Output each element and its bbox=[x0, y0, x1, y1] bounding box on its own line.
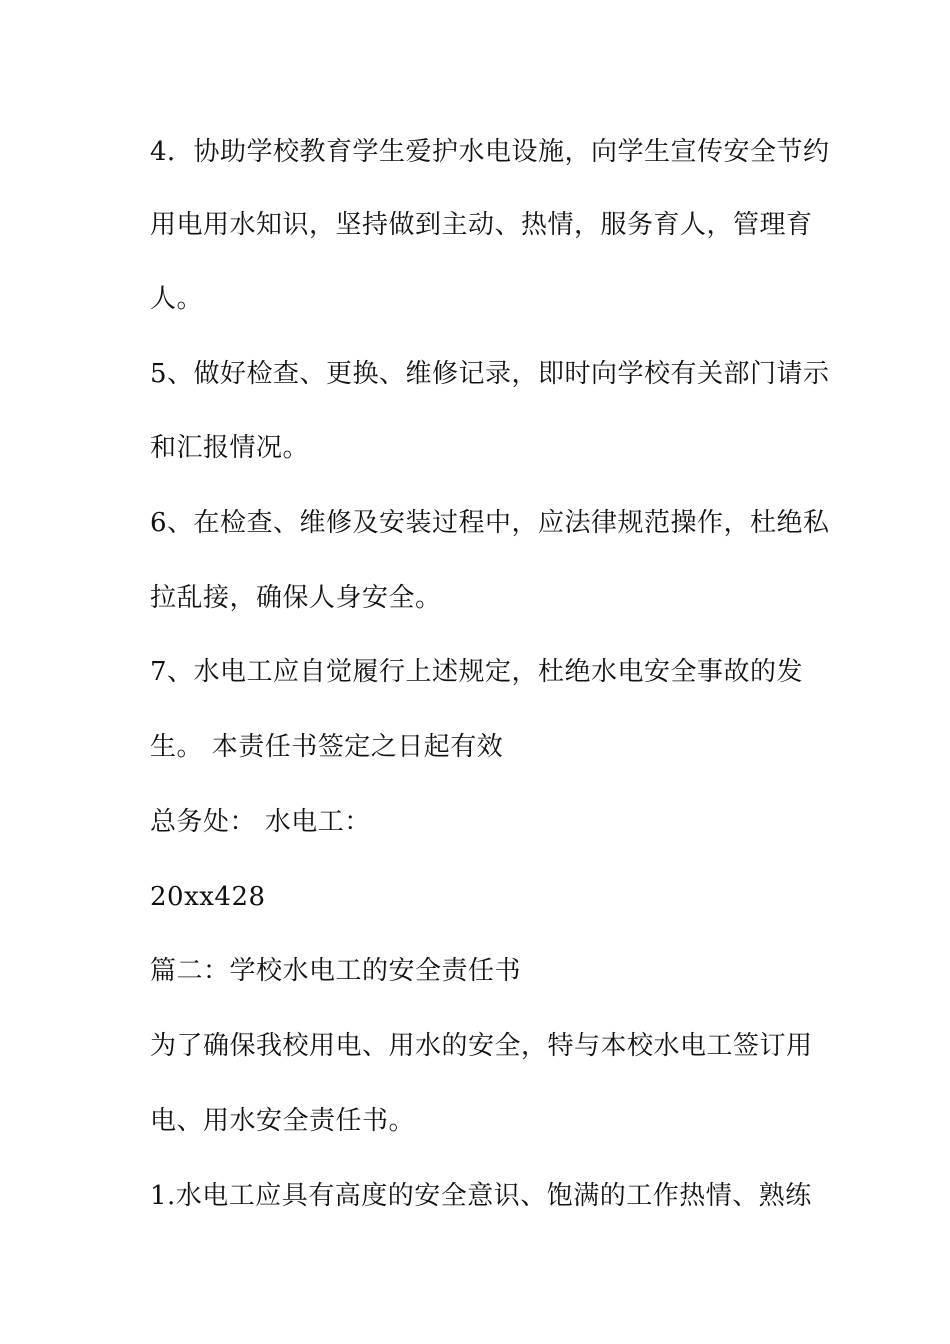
paragraph-line: 5、做好检查、更换、维修记录，即时向学校有关部门请示 bbox=[150, 359, 830, 389]
paragraph-line: 生。 本责任书签定之日起有效 bbox=[150, 732, 504, 762]
paragraph-line: 和汇报情况。 bbox=[150, 433, 310, 463]
paragraph-line: 1.水电工应具有高度的安全意识、饱满的工作热情、熟练 bbox=[150, 1181, 812, 1211]
section-heading: 篇二：学校水电工的安全责任书 bbox=[150, 956, 522, 986]
paragraph-line: 为了确保我校用电、用水的安全，特与本校水电工签订用 bbox=[150, 1031, 813, 1061]
paragraph-line: 拉乱接，确保人身安全。 bbox=[150, 583, 442, 613]
paragraph-line: 7、水电工应自觉履行上述规定，杜绝水电安全事故的发 bbox=[150, 657, 804, 687]
paragraph-line: 4．协助学校教育学生爱护水电设施，向学生宣传安全节约 bbox=[150, 137, 830, 167]
signature-line: 总务处： 水电工： bbox=[150, 807, 371, 837]
paragraph-line: 6、在检查、维修及安装过程中，应法律规范操作，杜绝私 bbox=[150, 508, 830, 538]
date-line: 20xx428 bbox=[150, 882, 266, 912]
paragraph-line: 人。 bbox=[150, 284, 204, 314]
paragraph-line: 用电用水知识，坚持做到主动、热情，服务育人，管理育 bbox=[150, 210, 813, 240]
paragraph-line: 电、用水安全责任书。 bbox=[150, 1106, 416, 1136]
